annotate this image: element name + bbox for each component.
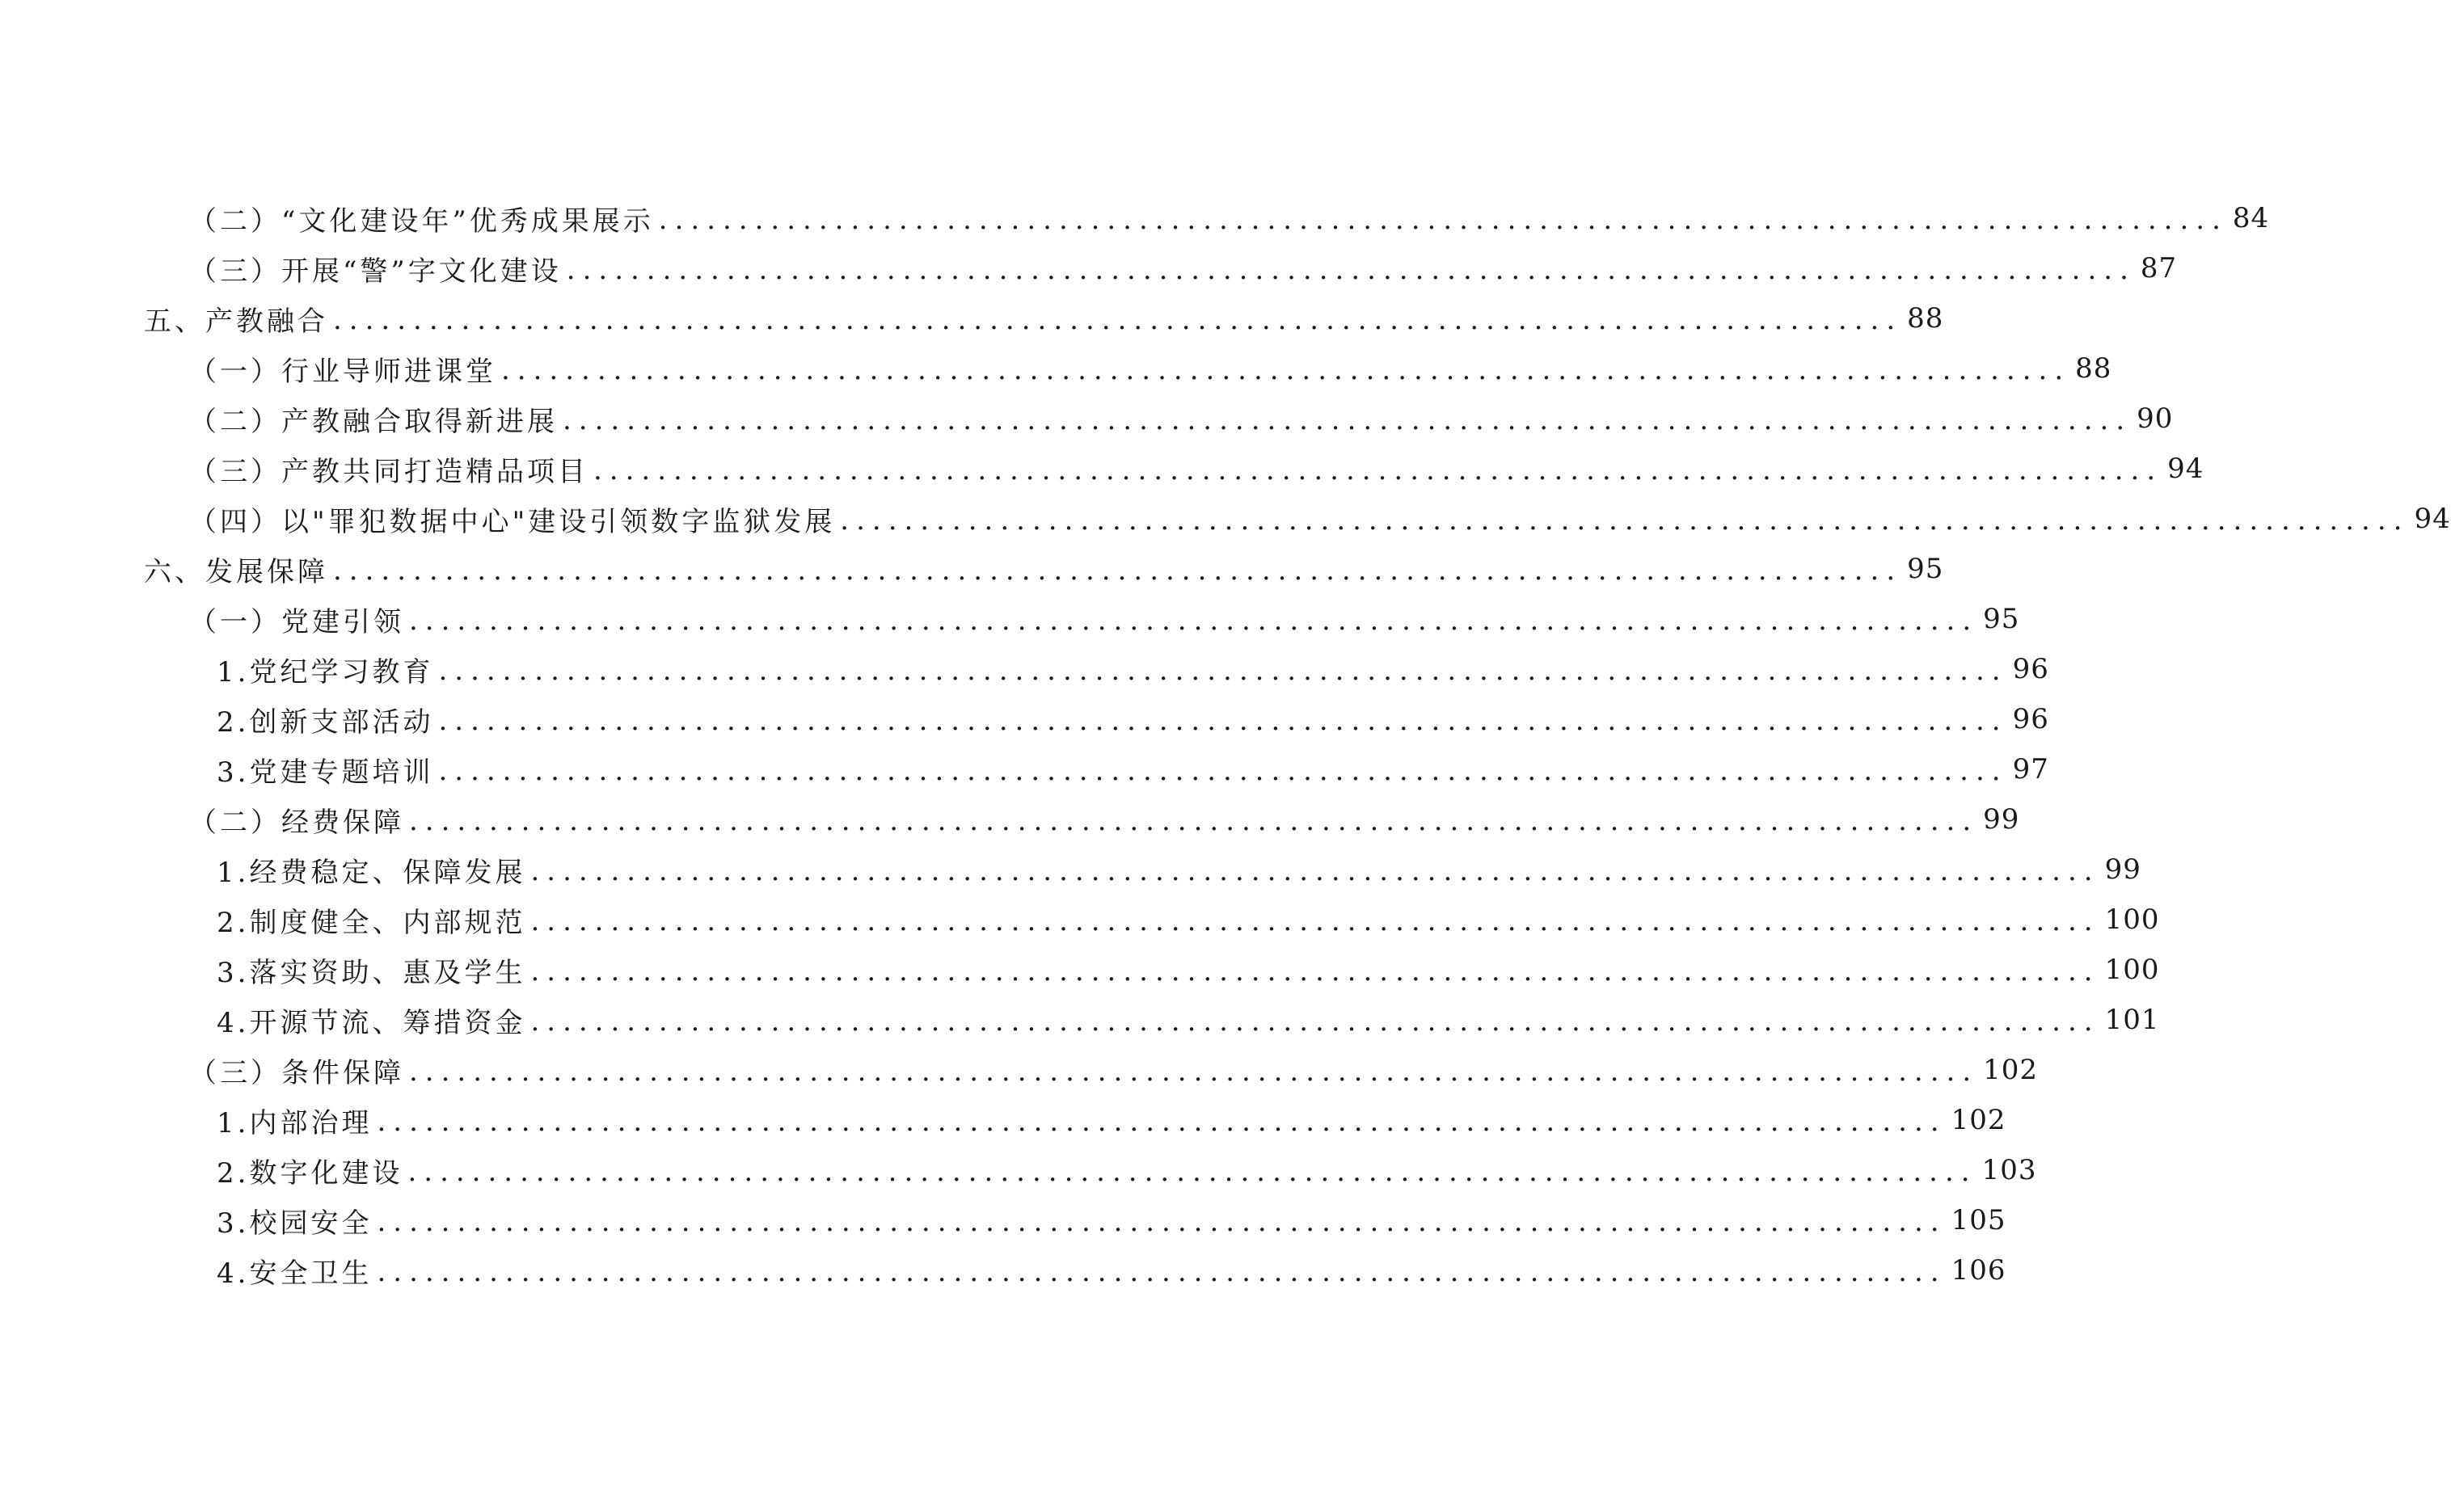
toc-page-number: 97 [2012,753,2049,785]
toc-entry[interactable] [217,749,2049,790]
toc-entry-title: （一）行业导师进课堂 [189,355,496,388]
toc-page-number: 103 [1981,1154,2037,1186]
toc-entry-title: 2.制度健全、内部规范 [217,906,526,939]
toc-leader-dots: .................................................................................................. [530,855,2100,887]
toc-leader-dots: .................................................................................................. [840,504,2410,537]
toc-entry-title: 2.数字化建设 [217,1156,403,1190]
toc-page-number: 88 [1907,302,1944,335]
toc-entry-title: （二）经费保障 [189,806,404,839]
toc-entry[interactable] [217,950,2160,990]
toc-entry[interactable] [217,849,2141,890]
toc-leader-dots: .................................................................................................. [438,705,2008,737]
toc-entry[interactable] [189,398,2174,439]
toc-leader-dots: .................................................................................................. [333,554,1903,587]
toc-leader-dots: .................................................................................................. [409,604,1979,637]
toc-leader-dots: .................................................................................................. [530,1005,2100,1038]
toc-page-number: 100 [2104,903,2160,936]
toc-entry-title: 4.开源节流、筹措资金 [217,1006,526,1039]
toc-entry[interactable] [189,449,2204,489]
toc-page-number: 87 [2140,252,2178,284]
toc-page-number: 101 [2104,1004,2160,1036]
toc-entry-title: （三）开展“警”字文化建设 [189,255,562,288]
toc-entry-title: （三）产教共同打造精品项目 [189,455,588,488]
toc-leader-dots: .................................................................................................. [530,905,2100,937]
toc-entry[interactable] [217,699,2049,739]
toc-entry[interactable] [217,1200,2006,1240]
toc-entry[interactable] [144,298,1944,339]
toc-entry-title: 3.落实资助、惠及学生 [217,956,526,989]
toc-entry-title: （二）“文化建设年”优秀成果展示 [189,204,654,238]
toc-leader-dots: .................................................................................................. [409,1055,1979,1088]
toc-page-number: 100 [2104,954,2160,986]
toc-entry-title: 1.经费稳定、保障发展 [217,856,526,889]
toc-page-number: 88 [2075,352,2112,385]
toc-entry[interactable] [189,348,2112,389]
toc-entry-title: 1.党纪学习教育 [217,655,434,689]
toc-leader-dots: .................................................................................................. [377,1106,1947,1138]
toc-entry-title: 4.安全卫生 [217,1257,373,1290]
toc-entry[interactable] [189,1050,2039,1090]
toc-leader-dots: .................................................................................................. [377,1206,1947,1238]
toc-leader-dots: .................................................................................................. [438,655,2008,687]
toc-leader-dots: .................................................................................................. [658,204,2228,236]
toc-entry[interactable] [189,799,2020,840]
toc-entry[interactable] [189,499,2451,539]
toc-entry-title: （一）党建引领 [189,605,404,638]
toc-leader-dots: .................................................................................................. [530,955,2100,988]
toc-page-number: 94 [2167,453,2204,485]
toc-page-number: 99 [2104,853,2141,886]
toc-leader-dots: .................................................................................................. [438,755,2008,787]
toc-leader-dots: .................................................................................................. [407,1156,1977,1188]
toc-entry[interactable] [217,899,2160,940]
toc-page-number: 99 [1983,803,2020,836]
toc-page-number: 96 [2012,653,2049,685]
toc-page-number: 90 [2137,402,2174,435]
toc-entry[interactable] [144,549,1944,589]
toc-page-number: 84 [2232,202,2270,234]
toc-page-number: 102 [1951,1104,2006,1136]
toc-entry[interactable] [217,1000,2160,1040]
toc-entry-title: 六、发展保障 [144,555,328,588]
toc-page-number: 96 [2012,703,2049,735]
toc-page-number: 102 [1983,1054,2039,1086]
toc-leader-dots: .................................................................................................. [563,404,2132,436]
toc-page-number: 106 [1951,1254,2006,1287]
toc-leader-dots: .................................................................................................. [593,454,2163,486]
toc-entry-title: 3.校园安全 [217,1207,373,1240]
toc-entry[interactable] [189,599,2020,639]
toc-leader-dots: .................................................................................................. [333,304,1903,336]
toc-page-number: 94 [2414,503,2451,535]
toc-entry-title: 2.创新支部活动 [217,705,434,739]
toc-entry[interactable] [217,1150,2037,1190]
toc-entry[interactable] [189,198,2270,238]
toc-leader-dots: .................................................................................................. [501,354,2071,386]
toc-leader-dots: .................................................................................................. [377,1256,1947,1288]
toc-page-number: 95 [1907,553,1944,585]
toc-leader-dots: .................................................................................................. [566,254,2136,286]
toc-entry[interactable] [217,1100,2006,1140]
toc-entry-title: 五、产教融合 [144,305,328,338]
toc-leader-dots: .................................................................................................. [409,805,1979,837]
toc-entry-title: 1.内部治理 [217,1106,373,1139]
toc-entry[interactable] [189,248,2178,289]
toc-entry-title: （四）以"罪犯数据中心"建设引领数字监狱发展 [189,505,836,538]
toc-entry-title: （三）条件保障 [189,1056,404,1089]
toc-entry-title: 3.党建专题培训 [217,756,434,789]
toc-entry[interactable] [217,649,2049,689]
toc-page-number: 105 [1951,1204,2006,1236]
toc-entry[interactable] [217,1250,2006,1291]
toc-entry-title: （二）产教融合取得新进展 [189,405,558,438]
toc-page-number: 95 [1983,603,2020,635]
